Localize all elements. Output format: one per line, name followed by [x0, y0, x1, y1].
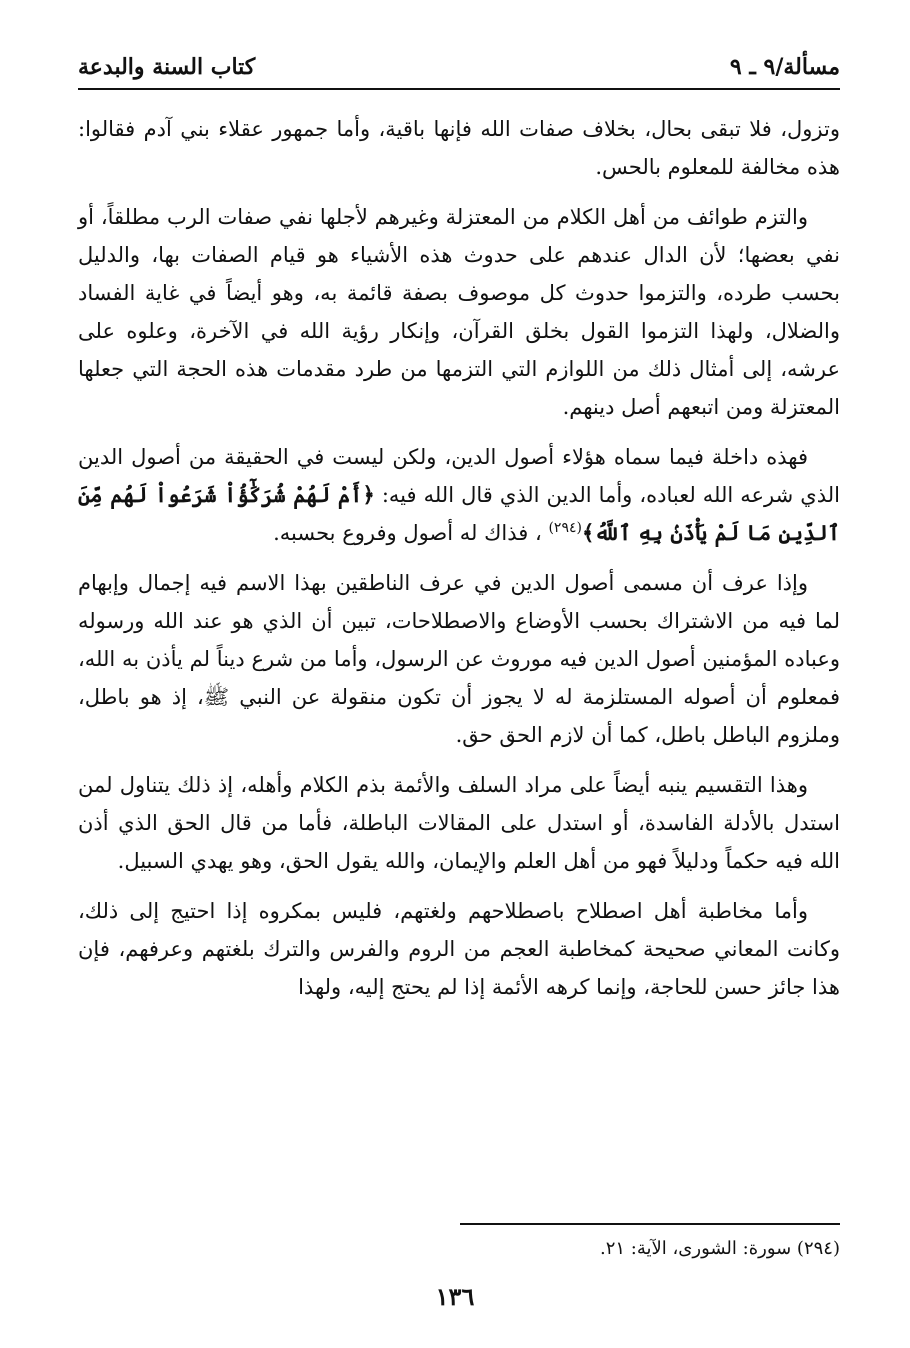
- main-text: [78, 110, 840, 1018]
- running-header: [78, 40, 840, 80]
- paragraph-3-text: فهذه داخلة فيما سماه هؤلاء أصول الدين، ولكن ليست في الحقيقة من أصول الدين الذي شرعه الله لعباده، وأما الدين الذي قال الله فيه:: [78, 445, 840, 507]
- header-rule: [78, 88, 840, 90]
- quran-verse: ﴿أَمْ لَهُمْ شُرَكَٰٓؤُاْ شَرَعُواْ لَهُم مِّنَ ٱلدِّينِ مَا لَمْ يَأْذَنۢ بِهِ ٱللَّهُ﴾: [78, 482, 840, 545]
- paragraph-3-tail: ، فذاك له أصول وفروع بحسبه.: [273, 521, 542, 545]
- section-label: مسألة/٩ ـ ٩: [729, 54, 840, 80]
- paragraph-6: وأما مخاطبة أهل اصطلاح باصطلاحهم ولغتهم، فليس بمكروه إذا احتيج إلى ذلك، وكانت المعاني صحيحة كمخاطبة العجم من الروم والفرس والترك بلغتهم وعرفهم، فإن هذا جائز حسن للحاجة، وإنما كرهه الأئمة إذا لم يحتج إليه، ولهذا: [78, 899, 840, 999]
- paragraph-4: وإذا عرف أن مسمى أصول الدين في عرف الناطقين بهذا الاسم فيه إجمال وإبهام لما فيه من الاشتراك بحسب الأوضاع والاصطلاحات، تبين أن الذي هو عند الله ورسوله وعباده المؤمنين أصول الدين فيه موروث عن الرسول، وأما من شرع ديناً لم يأذن به الله، فمعلوم أن أصوله المستلزمة له لا يجوز أن تكون منقولة عن النبي ﷺ، إذ هو باطل، وملزوم الباطل باطل، كما أن لازم الحق حق.: [78, 571, 840, 747]
- footnote: (٢٩٤) سورة: الشورى، الآية: ٢١.: [599, 1238, 840, 1259]
- footnote-reference: (٢٩٤): [548, 520, 582, 536]
- paragraph-5: وهذا التقسيم ينبه أيضاً على مراد السلف والأئمة بذم الكلام وأهله، إذ ذلك يتناول لمن استدل بالأدلة الفاسدة، أو استدل على المقالات الباطلة، فأما من قال الحق الذي أذن الله فيه حكماً ودليلاً فهو من أهل العلم والإيمان، والله يقول الحق، وهو يهدي السبيل.: [78, 773, 840, 873]
- paragraph-3: [78, 438, 840, 552]
- footnote-rule: [460, 1223, 840, 1225]
- book-title: كتاب السنة والبدعة: [78, 54, 256, 80]
- paragraph-1: وتزول، فلا تبقى بحال، بخلاف صفات الله فإنها باقية، وأما جمهور عقلاء بني آدم فقالوا: هذه مخالفة للمعلوم بالحس.: [78, 117, 840, 179]
- paragraph-2: والتزم طوائف من أهل الكلام من المعتزلة وغيرهم لأجلها نفي صفات الرب مطلقاً، أو نفي بعضها؛ لأن الدال عندهم على حدوث هذه الأشياء هو قيام الصفات بها، والدليل بحسب طرده، والتزموا حدوث كل موصوف بصفة قائمة به، وهو أيضاً في غاية الفساد والضلال، ولهذا التزموا القول بخلق القرآن، وإنكار رؤية الله في الآخرة، وعلوه على عرشه، إلى أمثال ذلك من اللوازم التي التزمها من طرد مقدمات هذه الحجة التي جعلها المعتزلة ومن اتبعهم أصل دينهم.: [78, 205, 840, 419]
- page-number: ١٣٦: [435, 1282, 475, 1311]
